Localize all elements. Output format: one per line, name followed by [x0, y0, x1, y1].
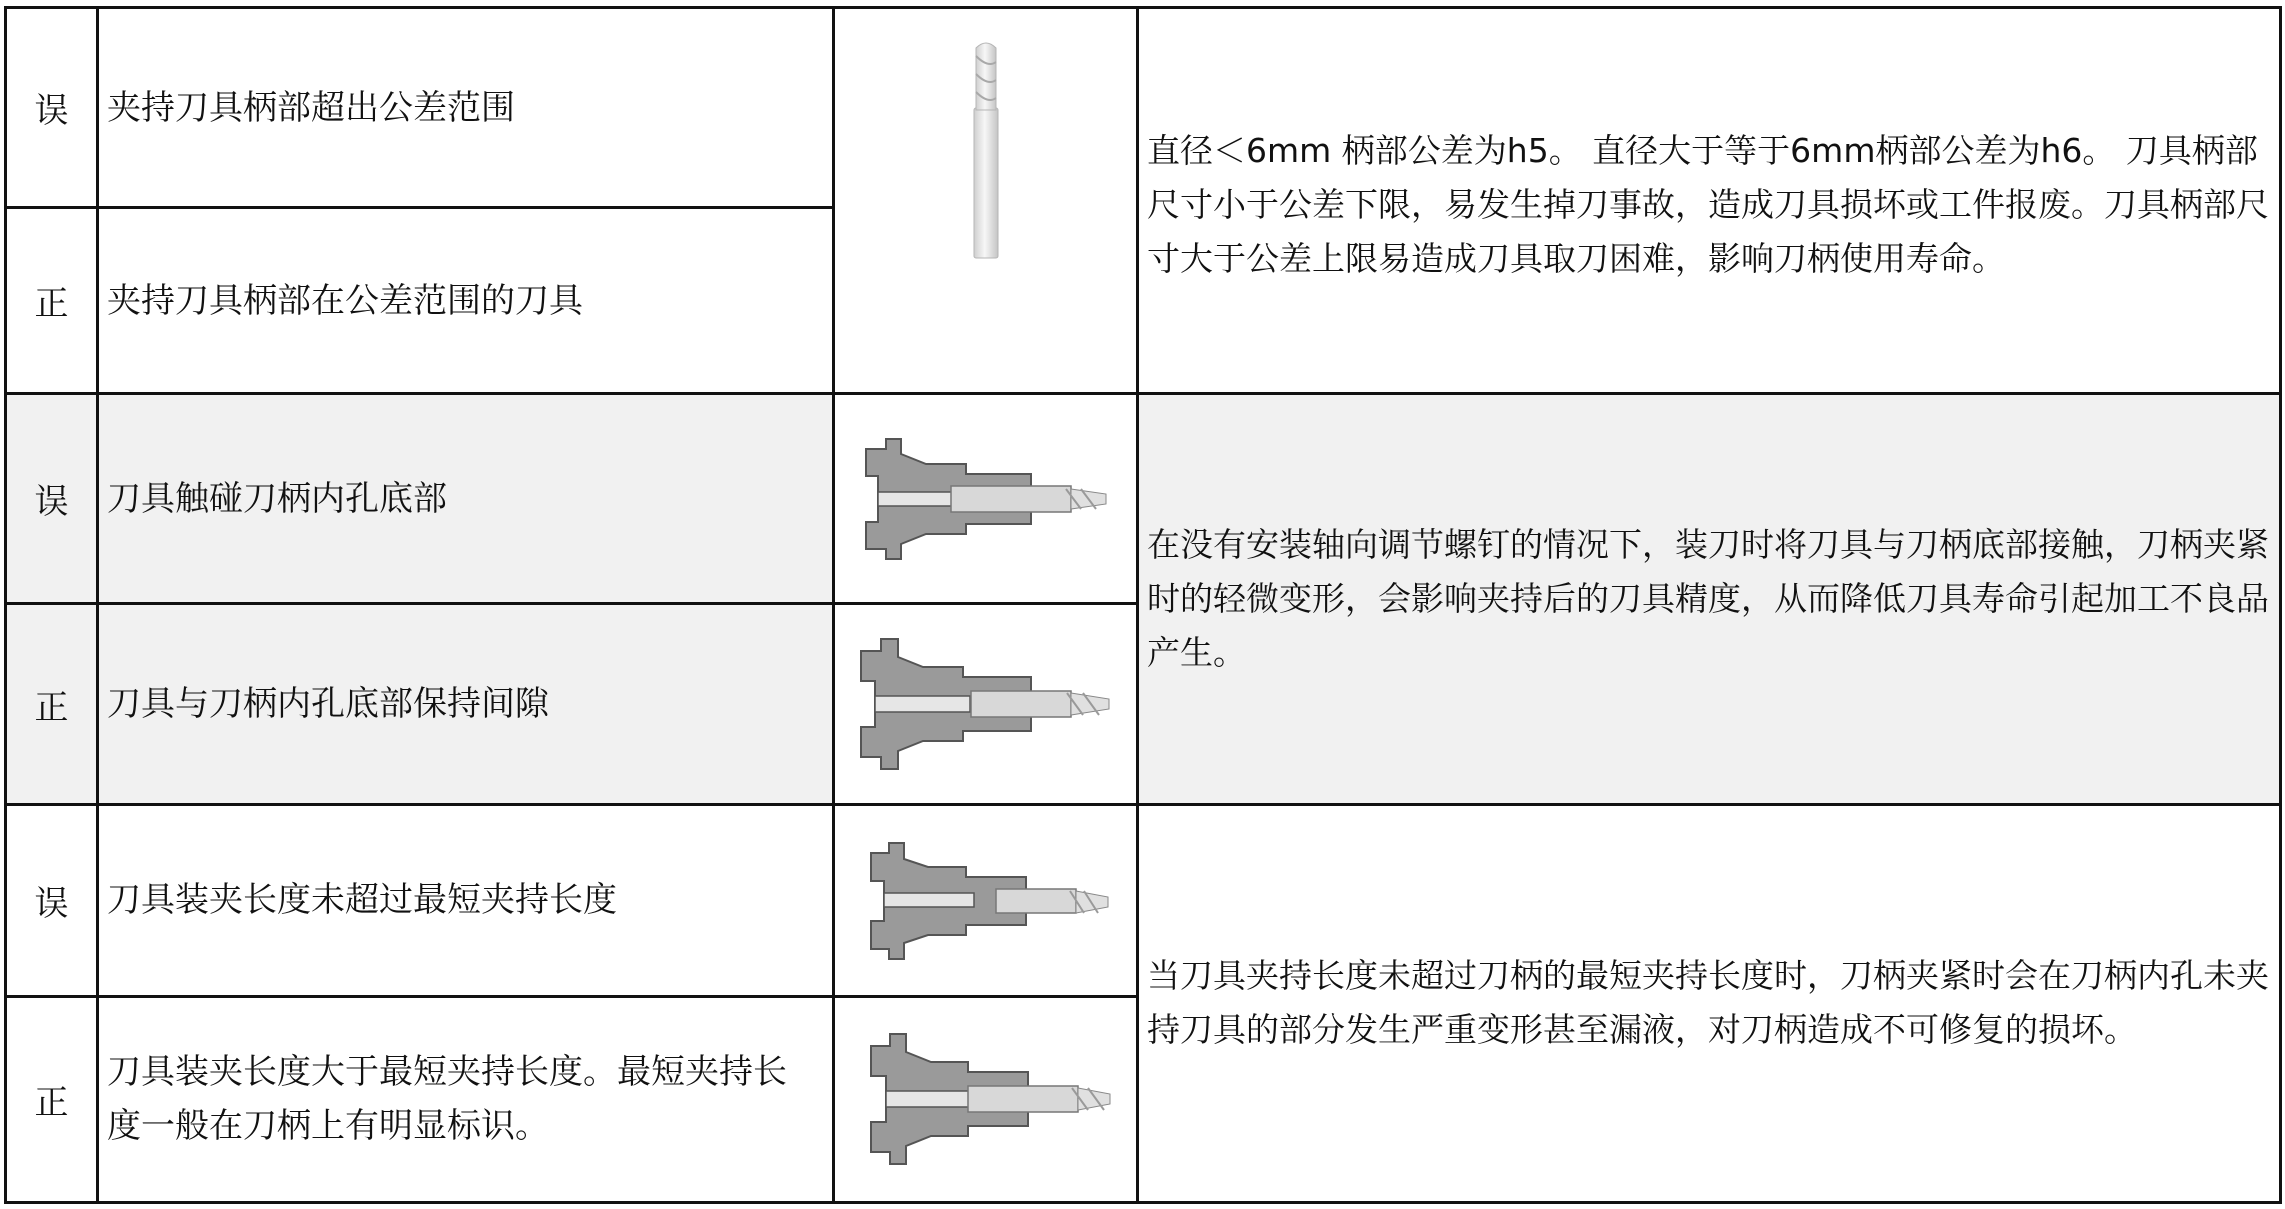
carbide-drill-icon	[966, 38, 1006, 260]
table-row	[6, 804, 2281, 996]
description: 在没有安装轴向调节螺钉的情况下，装刀时将刀具与刀柄底部接触，刀柄夹紧时的轻微变形，会影响夹持后的刀具精度，从而降低刀具寿命引起加工不良品产生。	[1138, 394, 2281, 804]
drill-image-cell	[834, 8, 1138, 394]
description: 当刀具夹持长度未超过刀柄的最短夹持长度时，刀柄夹紧时会在刀柄内孔未夹持刀具的部分发生严重变形甚至漏液，对刀柄造成不可修复的损坏。	[1138, 804, 2281, 1202]
item-text: 刀具与刀柄内孔底部保持间隙	[98, 604, 834, 804]
tool-clamping-table	[4, 6, 2282, 1204]
wrong-tag: 误	[6, 394, 98, 604]
holder-image-cell	[834, 804, 1138, 996]
wrong-tag: 误	[6, 8, 98, 208]
holder-image-cell	[834, 604, 1138, 804]
right-tag: 正	[6, 996, 98, 1202]
wrong-tag: 误	[6, 804, 98, 996]
tool-holder-proper-clamp-icon	[856, 1024, 1116, 1174]
item-text: 刀具装夹长度大于最短夹持长度。最短夹持长度一般在刀柄上有明显标识。	[98, 996, 834, 1202]
right-tag: 正	[6, 208, 98, 394]
item-text: 夹持刀具柄部超出公差范围	[98, 8, 834, 208]
holder-image-cell	[834, 996, 1138, 1202]
tool-holder-short-clamp-icon	[856, 835, 1116, 965]
right-tag: 正	[6, 604, 98, 804]
item-text: 刀具触碰刀柄内孔底部	[98, 394, 834, 604]
holder-image-cell	[834, 394, 1138, 604]
item-text: 刀具装夹长度未超过最短夹持长度	[98, 804, 834, 996]
table-row	[6, 394, 2281, 604]
tool-holder-touching-bottom-icon	[856, 434, 1116, 564]
table-row	[6, 8, 2281, 208]
description	[1138, 8, 2281, 394]
description-text: 直径＜6mm 柄部公差为h5。 直径大于等于6mm柄部公差为h6。 刀具柄部尺寸小于公差下限，易发生掉刀事故，造成刀具损坏或工件报废。刀具柄部尺寸大于公差上限易造成刀具取刀困难，影响刀柄使用寿命。	[1147, 131, 2269, 278]
item-text: 夹持刀具柄部在公差范围的刀具	[98, 208, 834, 394]
tool-holder-gap-icon	[851, 629, 1121, 779]
